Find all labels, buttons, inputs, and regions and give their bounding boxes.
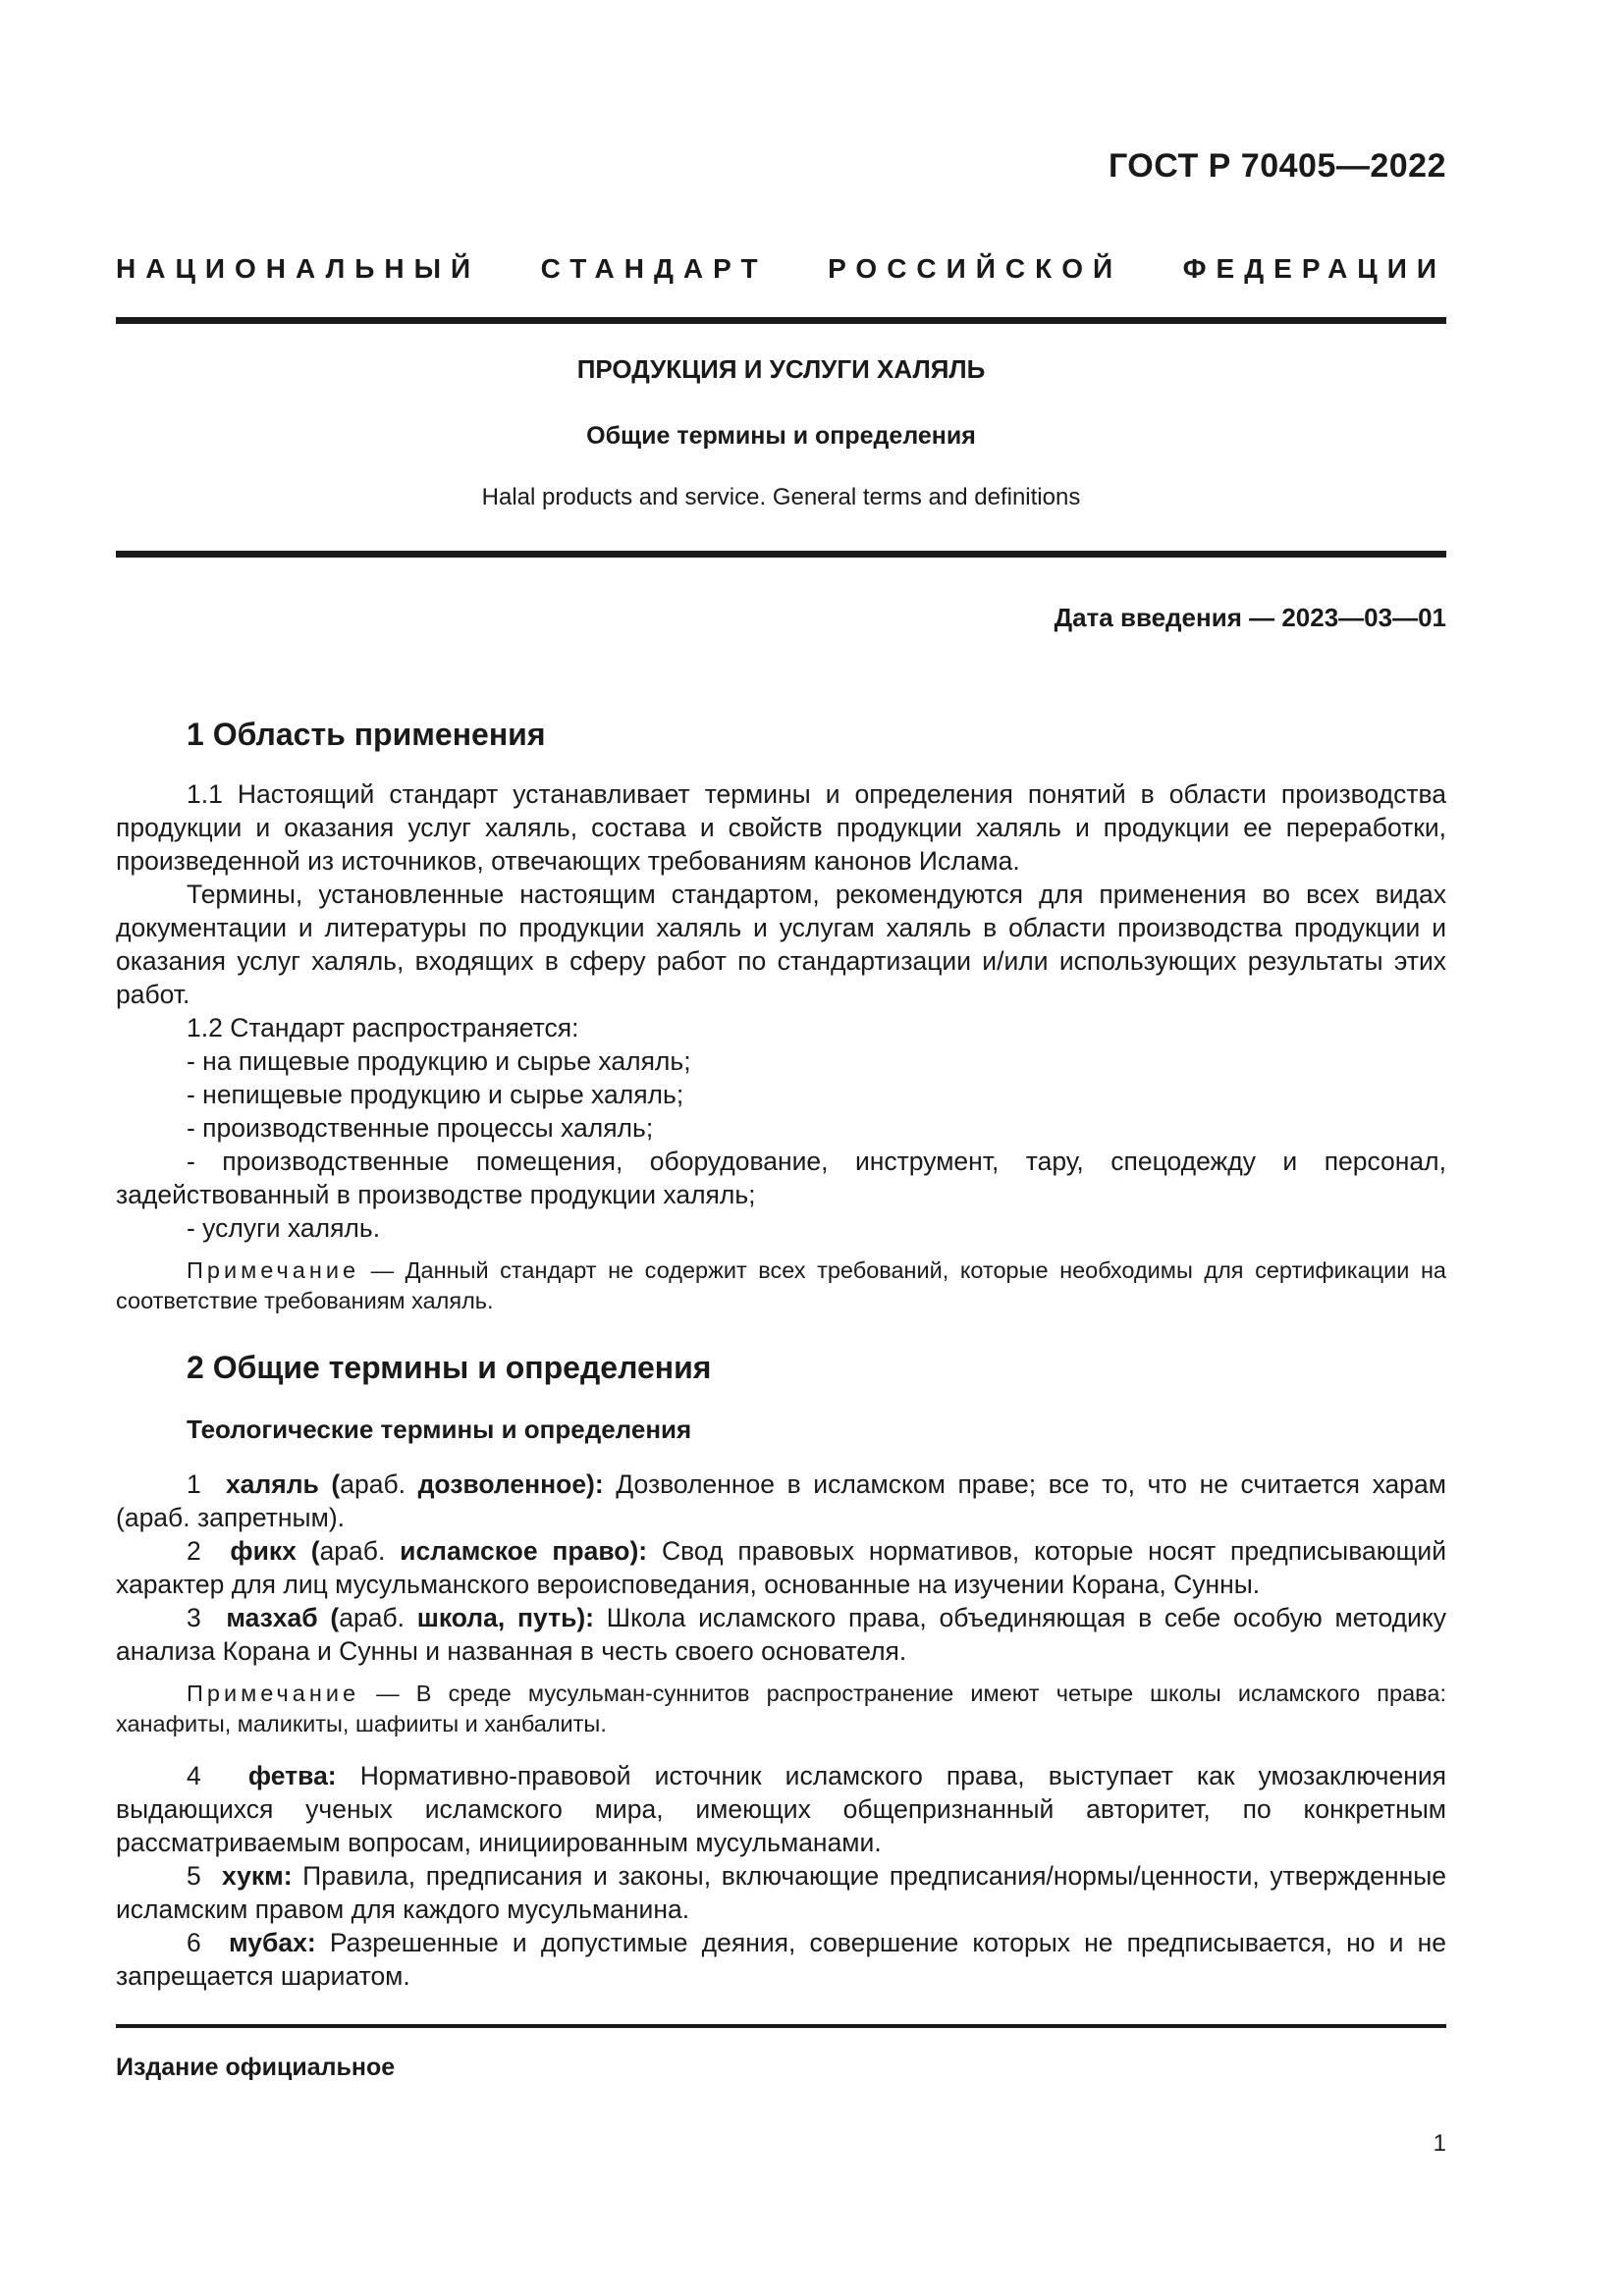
note-text: — Данный стандарт не содержит всех требований, которые необходимы для сертификации на соответствие требованиям халяль. — [116, 1257, 1446, 1313]
page-number: 1 — [1433, 2130, 1446, 2157]
introduction-date: Дата введения — 2023—03—01 — [1054, 603, 1446, 632]
section-2-heading: 2 Общие термины и определения — [187, 1350, 712, 1385]
standard-title: ПРОДУКЦИЯ И УСЛУГИ ХАЛЯЛЬ — [576, 354, 986, 384]
list-item: - производственные помещения, оборудование, инструмент, тару, спецодежду и персонал, задействованный в производстве продукции халяль; — [116, 1147, 1446, 1209]
standard-subtitle: Общие термины и определения — [586, 422, 976, 450]
footer-rule — [116, 2024, 1446, 2028]
section-1-heading: 1 Область применения — [187, 717, 546, 752]
note-label: Примечание — [187, 1681, 360, 1706]
list-item: - непищевые продукцию и сырье халяль; — [187, 1080, 684, 1109]
list-item: - на пищевые продукцию и сырье халяль; — [187, 1046, 691, 1076]
term-entry: 2 фикх (араб. исламское право): Свод правовых нормативов, которые носят предписывающий характер для лиц мусульманского вероисповедания, основанные на изучении Корана, Сунны. — [116, 1536, 1446, 1599]
paragraph: 1.1 Настоящий стандарт устанавливает термины и определения понятий в области производства продукции и оказания услуг халяль, состава и свойств продукции халяль и продукции ее переработки, произведенной из источников, отвечающих требованиям канонов Ислама. — [116, 779, 1446, 876]
english-title: Halal products and service. General terms and definitions — [481, 484, 1081, 510]
section-2-note — [116, 1679, 1446, 1739]
document-number: ГОСТ Р 70405—2022 — [1108, 147, 1446, 185]
section-1-body — [116, 777, 1446, 1245]
terms-list-a — [116, 1468, 1446, 1668]
term-entry: 4 фетва: Нормативно-правовой источник исламского права, выступает как умозаключения выдающихся ученых исламского мира, имеющих общепризнанный авторитет, по конкретным рассматриваемым вопросам, инициированным мусульманами. — [116, 1761, 1446, 1857]
terms-list-b — [116, 1759, 1446, 1993]
note-text: — В среде мусульман-суннитов распространение имеют четыре школы исламского права: ханафиты, маликиты, шафииты и ханбалиты. — [116, 1681, 1446, 1736]
section-1-note — [116, 1255, 1446, 1316]
term-entry: 6 мубах: Разрешенные и допустимые деяния, совершение которых не предписывается, но и не запрещается шариатом. — [116, 1928, 1446, 1991]
list-item: - производственные процессы халяль; — [187, 1113, 654, 1143]
title-bottom-rule — [116, 551, 1446, 558]
paragraph: 1.2 Стандарт распространяется: — [187, 1013, 579, 1042]
top-rule — [116, 317, 1446, 324]
list-item: - услуги халяль. — [187, 1213, 381, 1243]
note-label: Примечание — [187, 1257, 360, 1283]
section-2-subheading: Теологические термины и определения — [187, 1415, 692, 1444]
paragraph: Термины, установленные настоящим стандартом, рекомендуются для применения во всех видах документации и литературы по продукции халяль и услугам халяль в области производства продукции и оказания услуг халяль, входящих в сферу работ по стандартизации и/или использующих результаты этих работ. — [116, 880, 1446, 1009]
official-edition-label: Издание официальное — [116, 2054, 396, 2081]
term-entry: 5 хукм: Правила, предписания и законы, включающие предписания/нормы/ценности, утвержденные исламским правом для каждого мусульманина. — [116, 1861, 1446, 1924]
term-entry: 3 мазхаб (араб. школа, путь): Школа исламского права, объединяющая в себе особую методику анализа Корана и Сунны и названная в честь своего основателя. — [116, 1603, 1447, 1666]
national-standard-banner: НАЦИОНАЛЬНЫЙ СТАНДАРТ РОССИЙСКОЙ ФЕДЕРАЦИИ — [116, 253, 1446, 284]
term-entry: 1 халяль (араб. дозволенное): Дозволенное в исламском праве; все то, что не считается харам (араб. запретным). — [116, 1469, 1446, 1532]
